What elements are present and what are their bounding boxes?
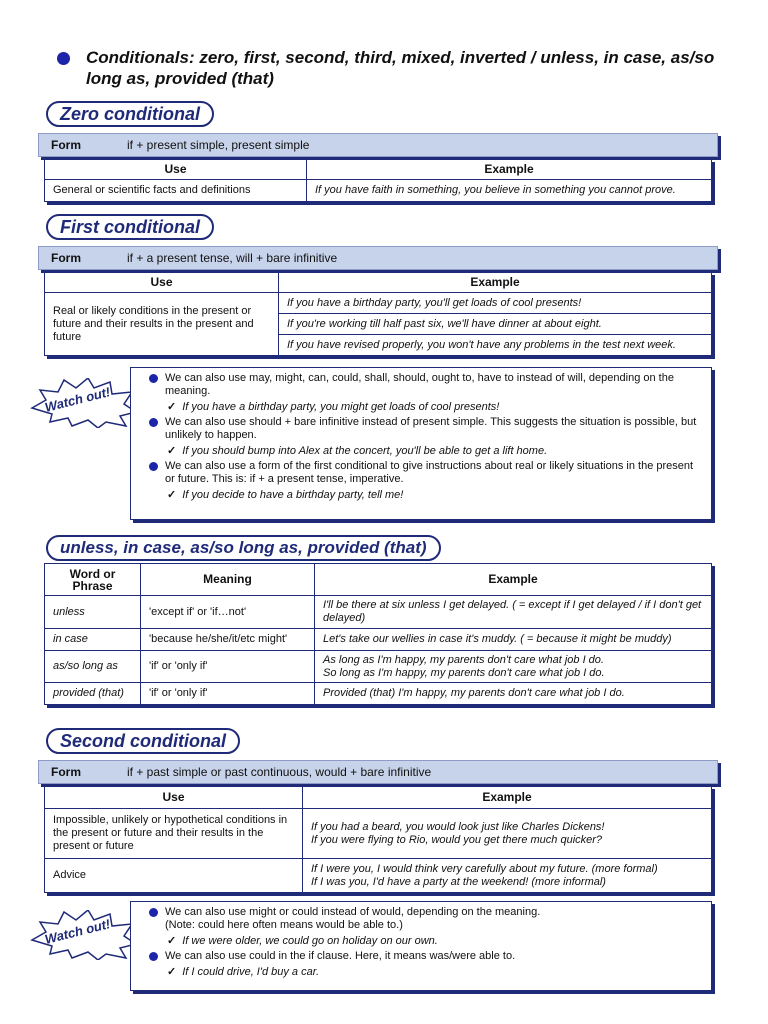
meaning-cell: 'except if' or 'if…not' <box>141 596 315 629</box>
check-icon: ✓ <box>167 401 177 413</box>
example-line: So long as I'm happy, my parents don't care what job I do. <box>323 666 605 679</box>
col-example: Example <box>315 564 712 596</box>
second-watch-out-box <box>130 901 712 991</box>
check-icon: ✓ <box>167 445 177 457</box>
bullet-icon <box>149 418 158 427</box>
example-cell <box>315 651 712 683</box>
watch-point-text: We can also use a form of the first conditional to give instructions about real or likely situations in the present or future. This is: if + a present tense, imperative. <box>165 460 694 485</box>
table-row <box>45 683 712 705</box>
watch-example <box>149 445 701 458</box>
example-cell: Provided (that) I'm happy, my parents don't care what job I do. <box>315 683 712 705</box>
second-conditional-heading: Second conditional <box>46 728 240 754</box>
watch-point <box>149 950 701 963</box>
example-cell: Let's take our wellies in case it's muddy. ( = because it might be muddy) <box>315 629 712 651</box>
watch-point <box>149 372 701 398</box>
use-cell: Impossible, unlikely or hypothetical conditions in the present or future and their results in the present or future <box>45 809 303 859</box>
second-form-bar <box>38 760 718 784</box>
col-use: Use <box>45 273 279 293</box>
bullet-icon <box>149 462 158 471</box>
unless-heading: unless, in case, as/so long as, provided (that) <box>46 535 441 561</box>
form-label: Form <box>51 765 81 779</box>
example-cell: I'll be there at six unless I get delayed. ( = except if I get delayed / if I don't get delayed) <box>315 596 712 629</box>
table-row <box>45 596 712 629</box>
example-cell <box>303 859 712 893</box>
watch-point <box>149 416 701 442</box>
example-cell: If you have a birthday party, you'll get loads of cool presents! <box>279 293 712 314</box>
title-bullet <box>57 52 70 65</box>
example-line: If I were you, I would think very carefully about my future. (more formal) <box>311 862 658 875</box>
col-use: Use <box>45 787 303 809</box>
bullet-icon <box>149 908 158 917</box>
watch-point-text: We can also use could in the if clause. Here, it means was/were able to. <box>165 950 516 962</box>
example-line: As long as I'm happy, my parents don't care what job I do. <box>323 653 604 666</box>
example-cell: If you have revised properly, you won't have any problems in the test next week. <box>279 335 712 356</box>
use-cell: Advice <box>45 859 303 893</box>
first-table <box>44 272 712 356</box>
col-meaning: Meaning <box>141 564 315 596</box>
watch-point-text: We can also use should + bare infinitive instead of present simple. This suggests the situation is possible, but unlikely to happen. <box>165 416 697 441</box>
example-line: If you were flying to Rio, would you get there much quicker? <box>311 833 603 846</box>
watch-point <box>149 906 701 932</box>
word-cell: in case <box>45 629 141 651</box>
watch-point <box>149 460 701 486</box>
col-example: Example <box>279 273 712 293</box>
watch-example-text: If you decide to have a birthday party, tell me! <box>182 489 404 501</box>
table-row <box>45 629 712 651</box>
example-line: If you had a beard, you would look just like Charles Dickens! <box>311 820 605 833</box>
watch-example-text: If I could drive, I'd buy a car. <box>182 966 320 978</box>
example-cell <box>303 809 712 859</box>
watch-example-text: If you have a birthday party, you might get loads of cool presents! <box>182 401 500 413</box>
unless-table <box>44 563 712 705</box>
use-cell: Real or likely conditions in the present or future and their results in the present and future <box>45 293 279 356</box>
zero-conditional-heading: Zero conditional <box>46 101 214 127</box>
col-word: Word or Phrase <box>45 564 141 596</box>
use-cell: General or scientific facts and definitions <box>45 180 307 202</box>
watch-example-text: If we were older, we could go on holiday on our own. <box>182 935 438 947</box>
word-cell: as/so long as <box>45 651 141 683</box>
check-icon: ✓ <box>167 489 177 501</box>
form-label: Form <box>51 138 81 152</box>
watch-point-note: (Note: could here often means would be able to.) <box>165 919 403 931</box>
zero-table <box>44 159 712 202</box>
col-use: Use <box>45 160 307 180</box>
col-example: Example <box>307 160 712 180</box>
form-value: if + present simple, present simple <box>127 138 310 152</box>
watch-out-label: Watch out! <box>43 916 112 947</box>
first-form-bar <box>38 246 718 270</box>
first-conditional-heading: First conditional <box>46 214 214 240</box>
watch-example <box>149 401 701 414</box>
form-value: if + past simple or past continuous, would + bare infinitive <box>127 765 432 779</box>
bullet-icon <box>149 374 158 383</box>
table-row <box>45 809 712 859</box>
watch-out-label: Watch out! <box>43 384 112 415</box>
watch-example <box>149 489 701 502</box>
meaning-cell: 'if' or 'only if' <box>141 683 315 705</box>
watch-example <box>149 935 701 948</box>
watch-example <box>149 966 701 979</box>
bullet-icon <box>149 952 158 961</box>
col-example: Example <box>303 787 712 809</box>
form-value: if + a present tense, will + bare infinitive <box>127 251 338 265</box>
word-cell: provided (that) <box>45 683 141 705</box>
watch-point-text: We can also use may, might, can, could, shall, should, ought to, have to instead of will, depending on the meaning. <box>165 372 674 397</box>
check-icon: ✓ <box>167 935 177 947</box>
watch-point-text: We can also use might or could instead of would, depending on the meaning. <box>165 906 541 918</box>
second-table <box>44 786 712 893</box>
meaning-cell: 'because he/she/it/etc might' <box>141 629 315 651</box>
table-row <box>45 293 712 314</box>
table-row <box>45 651 712 683</box>
watch-example-text: If you should bump into Alex at the concert, you'll be able to get a lift home. <box>182 445 548 457</box>
zero-form-bar <box>38 133 718 157</box>
word-cell: unless <box>45 596 141 629</box>
example-cell: If you have faith in something, you believe in something you cannot prove. <box>307 180 712 202</box>
first-watch-out-box <box>130 367 712 520</box>
table-row <box>45 180 712 202</box>
form-label: Form <box>51 251 81 265</box>
example-line: If I was you, I'd have a party at the weekend! (more informal) <box>311 875 606 888</box>
check-icon: ✓ <box>167 966 177 978</box>
example-cell: If you're working till half past six, we'll have dinner at about eight. <box>279 314 712 335</box>
table-row <box>45 859 712 893</box>
meaning-cell: 'if' or 'only if' <box>141 651 315 683</box>
page-title: Conditionals: zero, first, second, third, mixed, inverted / unless, in case, as/so long as, provided (that) <box>86 48 715 88</box>
